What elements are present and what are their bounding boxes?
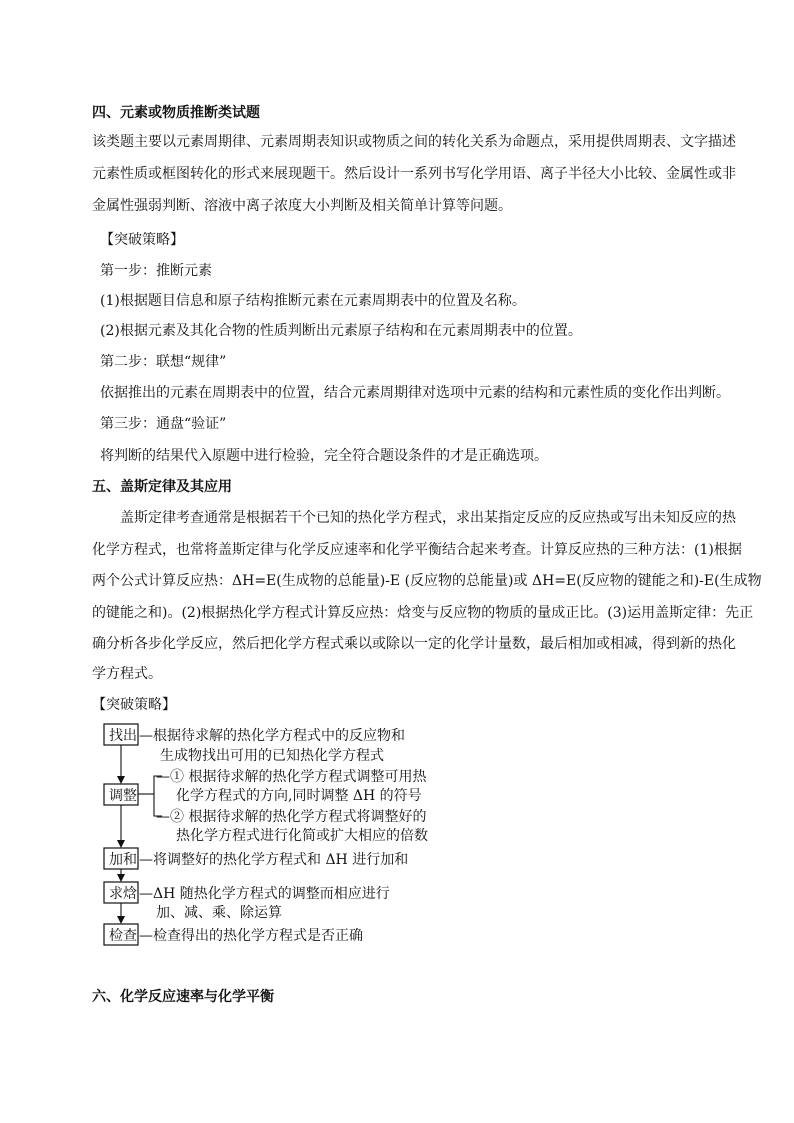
section-5-body-line: 的键能之和)。(2)根据热化学方程式计算反应热：焓变与反应物的物质的量成正比。(3)运用盖斯定律：先正 xyxy=(92,605,754,621)
step-3-heading: 第三步：通盘“验证” xyxy=(100,416,227,432)
section-4-strategy-label: 【突破策略】 xyxy=(100,232,184,248)
flow-step-find xyxy=(104,724,138,745)
flow-step-label: 加和 xyxy=(109,852,137,868)
section-5-body-line: 确分析各步化学反应，然后把化学方程式乘以或除以一定的化学计量数，最后相加或相减，得到新的热化 xyxy=(92,636,736,652)
step-1-item-2: (2)根据元素及其化合物的性质判断出元素原子结构和在元素周期表中的位置。 xyxy=(100,323,582,339)
find-desc-line: —根据待求解的热化学方程式中的反应物和 xyxy=(139,728,405,744)
section-5-body-line: 化学方程式，也常将盖斯定律与化学反应速率和化学平衡结合起来考查。计算反应热的三种方法：(1)根据 xyxy=(92,542,742,558)
section-5-body-line: 两个公式计算反应热：ΔH=E(生成物的总能量)-E (反应物的总能量)或 ΔH=E(反应物的键能之和)-E(生成物 xyxy=(92,573,762,589)
section-4-intro-line: 该类题主要以元素周期律、元素周期表知识或物质之间的转化关系为命题点，采用提供周期表、文字描述 xyxy=(92,134,736,150)
step-1-heading: 第一步：推断元素 xyxy=(100,263,212,279)
flow-step-label: 调整 xyxy=(109,788,137,804)
section-6-heading: 六、化学反应速率与化学平衡 xyxy=(92,989,274,1005)
flow-step-check xyxy=(104,924,138,945)
section-5-heading: 五、盖斯定律及其应用 xyxy=(92,479,232,495)
adjust-2-desc-line: —② 根据待求解的热化学方程式将调整好的 xyxy=(156,809,427,825)
step-3-text: 将判断的结果代入原题中进行检验，完全符合题设条件的才是正确选项。 xyxy=(100,448,548,464)
step-2-heading: 第二步：联想“规律” xyxy=(100,354,227,370)
section-5-body-line: 盖斯定律考查通常是根据若干个已知的热化学方程式，求出某指定反应的反应热或写出未知反应的热 xyxy=(120,510,736,526)
adjust-1-desc-line: —① 根据待求解的热化学方程式调整可用热 xyxy=(156,769,427,785)
section-4-heading: 四、元素或物质推断类试题 xyxy=(92,105,260,121)
flow-step-label: 找出 xyxy=(109,728,137,744)
adjust-1-desc-line: 化学方程式的方向,同时调整 ΔH 的符号 xyxy=(176,788,422,804)
find-desc-line: 生成物找出可用的已知热化学方程式 xyxy=(160,748,384,764)
flow-step-label: 求焓 xyxy=(109,886,137,902)
check-desc: —检查得出的热化学方程式是否正确 xyxy=(139,928,363,944)
flow-step-enthalpy xyxy=(104,882,138,903)
flow-step-label: 检查 xyxy=(109,928,137,944)
section-5-strategy-label: 【突破策略】 xyxy=(92,697,176,713)
sum-desc: —将调整好的热化学方程式和 ΔH 进行加和 xyxy=(139,852,409,868)
section-4-intro-line: 元素性质或框图转化的形式来展现题干。然后设计一系列书写化学用语、离子半径大小比较、金属性或非 xyxy=(92,166,736,182)
adjust-2-desc-line: 热化学方程式进行化简或扩大相应的倍数 xyxy=(176,828,428,844)
section-5-body-line: 学方程式。 xyxy=(92,666,162,682)
enthalpy-desc-line: 加、减、乘、除运算 xyxy=(156,905,282,921)
step-2-text: 依据推出的元素在周期表中的位置，结合元素周期律对选项中元素的结构和元素性质的变化作出判断。 xyxy=(100,385,730,401)
flow-step-sum xyxy=(104,848,138,869)
section-4-intro-line: 金属性强弱判断、溶液中离子浓度大小判断及相关简单计算等问题。 xyxy=(92,198,512,214)
flow-step-adjust xyxy=(104,784,138,805)
step-1-item-1: (1)根据题目信息和原子结构推断元素在元素周期表中的位置及名称。 xyxy=(100,293,526,309)
enthalpy-desc-line: —ΔH 随热化学方程式的调整而相应进行 xyxy=(139,886,390,902)
